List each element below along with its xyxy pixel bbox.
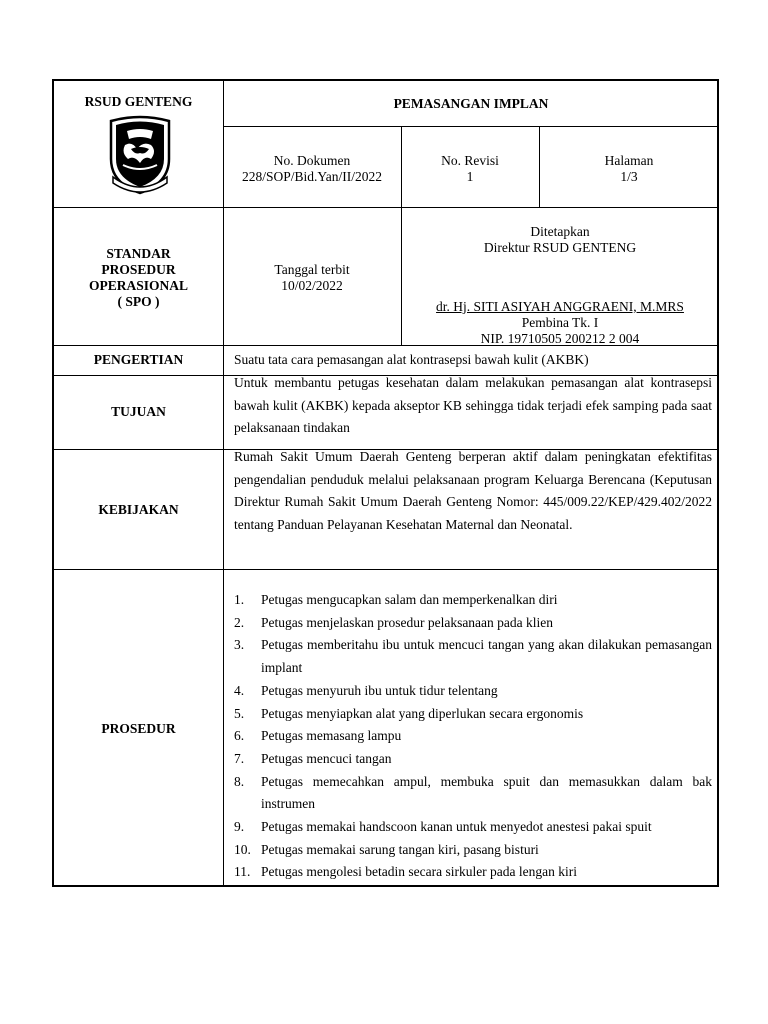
step-number: 11. bbox=[234, 864, 251, 880]
step-text: Petugas memakai sarung tangan kiri, pasang bisturi bbox=[261, 841, 539, 857]
spo-label-line: STANDAR bbox=[106, 246, 171, 261]
procedure-step bbox=[234, 771, 712, 816]
regency-crest-icon bbox=[107, 115, 173, 195]
step-number: 2. bbox=[234, 614, 245, 630]
step-number: 1. bbox=[234, 592, 245, 607]
page-block bbox=[539, 153, 719, 185]
procedure-list-container bbox=[234, 589, 712, 884]
procedure-step bbox=[234, 725, 712, 748]
procedure-list bbox=[234, 589, 712, 884]
signer-block bbox=[401, 299, 719, 347]
step-number: 9. bbox=[234, 819, 245, 835]
step-text: Petugas mengolesi betadin secara sirkuler pada lengan kiri bbox=[261, 864, 578, 880]
step-text: Petugas menyuruh ibu untuk tidur telentang bbox=[261, 682, 498, 698]
signer-name: dr. Hj. SITI ASIYAH ANGGRAENI, M.MRS bbox=[436, 299, 684, 314]
step-number: 8. bbox=[234, 773, 245, 789]
signer-rank: Pembina Tk. I bbox=[521, 315, 599, 330]
signer-nip: NIP. 19710505 200212 2 004 bbox=[480, 331, 640, 346]
document-title: PEMASANGAN IMPLAN bbox=[393, 96, 549, 111]
procedure-step bbox=[234, 861, 712, 884]
divider bbox=[54, 569, 719, 570]
procedure-step bbox=[234, 816, 712, 839]
tujuan-label: TUJUAN bbox=[111, 404, 166, 419]
page-label: Halaman bbox=[604, 153, 654, 168]
step-text: Petugas mencuci tangan bbox=[261, 750, 392, 766]
revision-block bbox=[401, 153, 539, 185]
approval-title: Direktur RSUD GENTENG bbox=[483, 240, 637, 255]
step-text: Petugas memasang lampu bbox=[261, 728, 402, 744]
divider bbox=[223, 81, 224, 887]
step-number: 10. bbox=[234, 841, 251, 857]
pengertian-label: PENGERTIAN bbox=[93, 352, 184, 367]
step-number: 4. bbox=[234, 682, 245, 698]
issue-date-value: 10/02/2022 bbox=[281, 278, 343, 293]
divider bbox=[223, 126, 719, 127]
step-text: Petugas menyiapkan alat yang diperlukan secara ergonomis bbox=[261, 705, 584, 721]
procedure-step bbox=[234, 703, 712, 726]
spo-label-line: OPERASIONAL bbox=[88, 278, 188, 293]
step-text: Petugas mengucapkan salam dan memperkenalkan diri bbox=[261, 592, 558, 607]
kebijakan-label: KEBIJAKAN bbox=[98, 502, 179, 517]
sop-document bbox=[52, 79, 719, 887]
spo-label bbox=[54, 246, 223, 310]
procedure-step bbox=[234, 839, 712, 862]
doc-number-label: No. Dokumen bbox=[273, 153, 351, 168]
step-number: 5. bbox=[234, 705, 245, 721]
procedure-step bbox=[234, 748, 712, 771]
step-text: Petugas memecahkan ampul, membuka spuit dan memasukkan dalam bak instrumen bbox=[261, 773, 712, 812]
issue-date-block bbox=[223, 262, 401, 294]
kebijakan-text: Rumah Sakit Umum Daerah Genteng berperan aktif dalam peningkatan efektifitas pengendalian penduduk melalui pelaksanaan program Keluarga Berencana (Keputusan Direktur Rumah Sakit Umum Daerah Genteng Nomor: 445/009.22/KEP/429.402/2022 tentang Panduan Pelayanan Kesehatan Maternal dan Neonatal. bbox=[234, 449, 712, 532]
procedure-step bbox=[234, 634, 712, 679]
step-text: Petugas menjelaskan prosedur pelaksanaan pada klien bbox=[261, 614, 554, 630]
prosedur-label: PROSEDUR bbox=[101, 721, 176, 736]
issue-date-label: Tanggal terbit bbox=[274, 262, 350, 277]
page-value: 1/3 bbox=[620, 169, 638, 184]
step-text: Petugas memakai handscoon kanan untuk menyedot anestesi pakai spuit bbox=[261, 819, 652, 835]
procedure-step bbox=[234, 612, 712, 635]
divider bbox=[54, 207, 719, 208]
step-text: Petugas memberitahu ibu untuk mencuci tangan yang akan dilakukan pemasangan implant bbox=[261, 637, 712, 676]
doc-number-block bbox=[223, 153, 401, 185]
procedure-step bbox=[234, 680, 712, 703]
approval-label: Ditetapkan bbox=[530, 224, 590, 239]
approval-block bbox=[401, 224, 719, 256]
step-number: 7. bbox=[234, 750, 245, 766]
tujuan-text: Untuk membantu petugas kesehatan dalam melakukan pemasangan alat kontrasepsi bawah kulit (AKBK) kepada akseptor KB sehingga tidak terjadi efek samping pada saat pelaksanaan tindakan bbox=[234, 375, 712, 435]
step-number: 6. bbox=[234, 728, 245, 744]
revision-value: 1 bbox=[466, 169, 474, 184]
procedure-step bbox=[234, 589, 712, 612]
step-number: 3. bbox=[234, 637, 245, 653]
spo-label-line: PROSEDUR bbox=[101, 262, 176, 277]
spo-label-line: ( SPO ) bbox=[117, 294, 160, 309]
doc-number-value: 228/SOP/Bid.Yan/II/2022 bbox=[241, 169, 383, 184]
pengertian-text: Suatu tata cara pemasangan alat kontrasepsi bawah kulit (AKBK) bbox=[234, 352, 589, 367]
revision-label: No. Revisi bbox=[441, 153, 499, 168]
hospital-name: RSUD GENTENG bbox=[84, 94, 193, 109]
